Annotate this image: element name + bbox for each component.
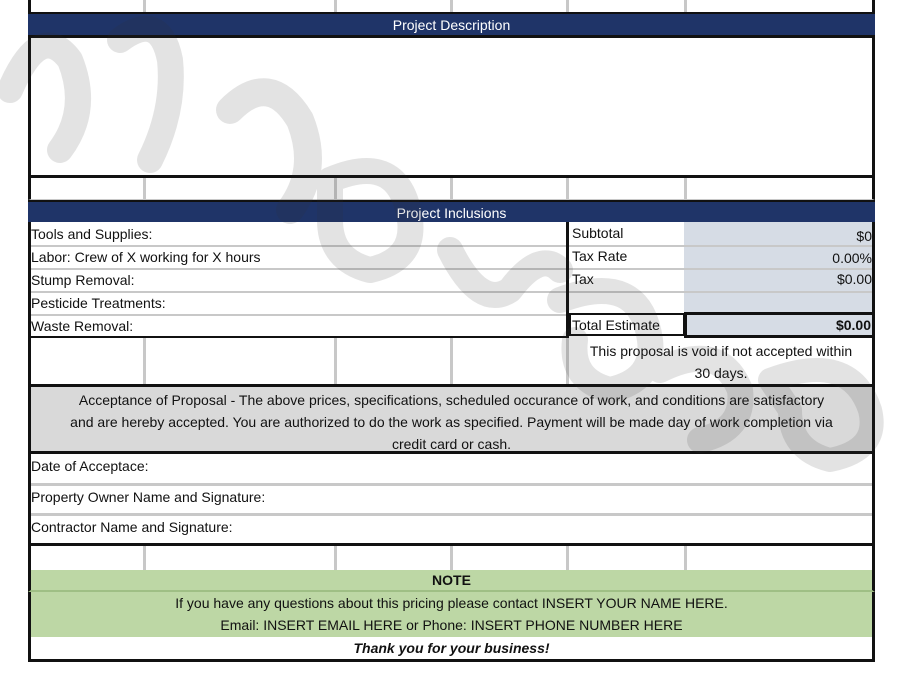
grid-line bbox=[334, 338, 337, 384]
tax-rate-value[interactable]: 0.00% bbox=[832, 250, 872, 266]
date-of-acceptance-field[interactable]: Date of Acceptace: bbox=[31, 458, 149, 474]
void-note bbox=[570, 340, 872, 384]
note-title: NOTE bbox=[28, 570, 875, 592]
inclusion-item[interactable]: Labor: Crew of X working for X hours bbox=[31, 249, 261, 265]
signature-divider bbox=[31, 483, 872, 486]
inclusion-item[interactable]: Pesticide Treatments: bbox=[31, 295, 166, 311]
grid-line bbox=[566, 0, 569, 12]
note-body bbox=[28, 592, 875, 637]
contractor-signature-field[interactable]: Contractor Name and Signature: bbox=[31, 519, 233, 535]
total-estimate-value: $0.00 bbox=[835, 317, 871, 333]
note-contact-line: Email: INSERT EMAIL HERE or Phone: INSERT PHONE NUMBER HERE bbox=[220, 617, 683, 633]
thank-you-row: Thank you for your business! bbox=[28, 637, 875, 662]
grid-line bbox=[450, 0, 453, 12]
grid-line bbox=[566, 178, 569, 200]
void-note-line: 30 days. bbox=[694, 365, 748, 381]
grid-line bbox=[334, 178, 337, 200]
grid-line bbox=[450, 338, 453, 384]
grid-line bbox=[566, 338, 569, 384]
grid-line bbox=[143, 178, 146, 200]
summary-divider bbox=[569, 291, 872, 293]
inclusion-item[interactable]: Tools and Supplies: bbox=[31, 226, 153, 242]
acceptance-block bbox=[28, 384, 875, 454]
grid-line bbox=[143, 0, 146, 12]
tax-value: $0.00 bbox=[836, 271, 872, 287]
project-inclusions-header: Project Inclusions bbox=[28, 200, 875, 222]
inclusion-item[interactable]: Stump Removal: bbox=[31, 272, 135, 288]
subtotal-label: Subtotal bbox=[572, 225, 624, 241]
grid-line bbox=[450, 546, 453, 570]
acceptance-text-line: Acceptance of Proposal - The above prices, specifications, scheduled occurance of work, and conditions are satisfactory bbox=[78, 392, 825, 408]
inclusion-row-divider bbox=[31, 291, 566, 293]
grid-line bbox=[684, 0, 687, 12]
grid-line bbox=[684, 178, 687, 200]
owner-signature-field[interactable]: Property Owner Name and Signature: bbox=[31, 489, 266, 505]
signature-divider bbox=[31, 513, 872, 516]
grid-line bbox=[143, 546, 146, 570]
inclusion-item[interactable]: Waste Removal: bbox=[31, 318, 134, 334]
grid-line bbox=[334, 546, 337, 570]
grid-line bbox=[334, 0, 337, 12]
inclusion-row-divider bbox=[31, 268, 566, 270]
inclusion-row-divider bbox=[31, 245, 566, 247]
tax-label: Tax bbox=[572, 271, 594, 287]
total-estimate-label: Total Estimate bbox=[572, 317, 660, 333]
void-note-line: This proposal is void if not accepted within bbox=[589, 343, 853, 359]
acceptance-text-line: credit card or cash. bbox=[391, 436, 512, 452]
grid-line bbox=[143, 338, 146, 384]
acceptance-text-line: and are hereby accepted. You are authorized to do the work as specified. Payment will be made day of work completion via bbox=[70, 414, 833, 430]
inclusion-row-divider bbox=[31, 314, 566, 316]
grid-line bbox=[450, 178, 453, 200]
note-contact-line: If you have any questions about this pricing please contact INSERT YOUR NAME HERE. bbox=[175, 595, 728, 611]
subtotal-value: $0 bbox=[856, 228, 872, 244]
project-description-header: Project Description bbox=[28, 12, 875, 35]
tax-rate-label: Tax Rate bbox=[572, 248, 628, 264]
project-description-box[interactable] bbox=[28, 35, 875, 178]
grid-line bbox=[566, 546, 569, 570]
grid-line bbox=[684, 546, 687, 570]
